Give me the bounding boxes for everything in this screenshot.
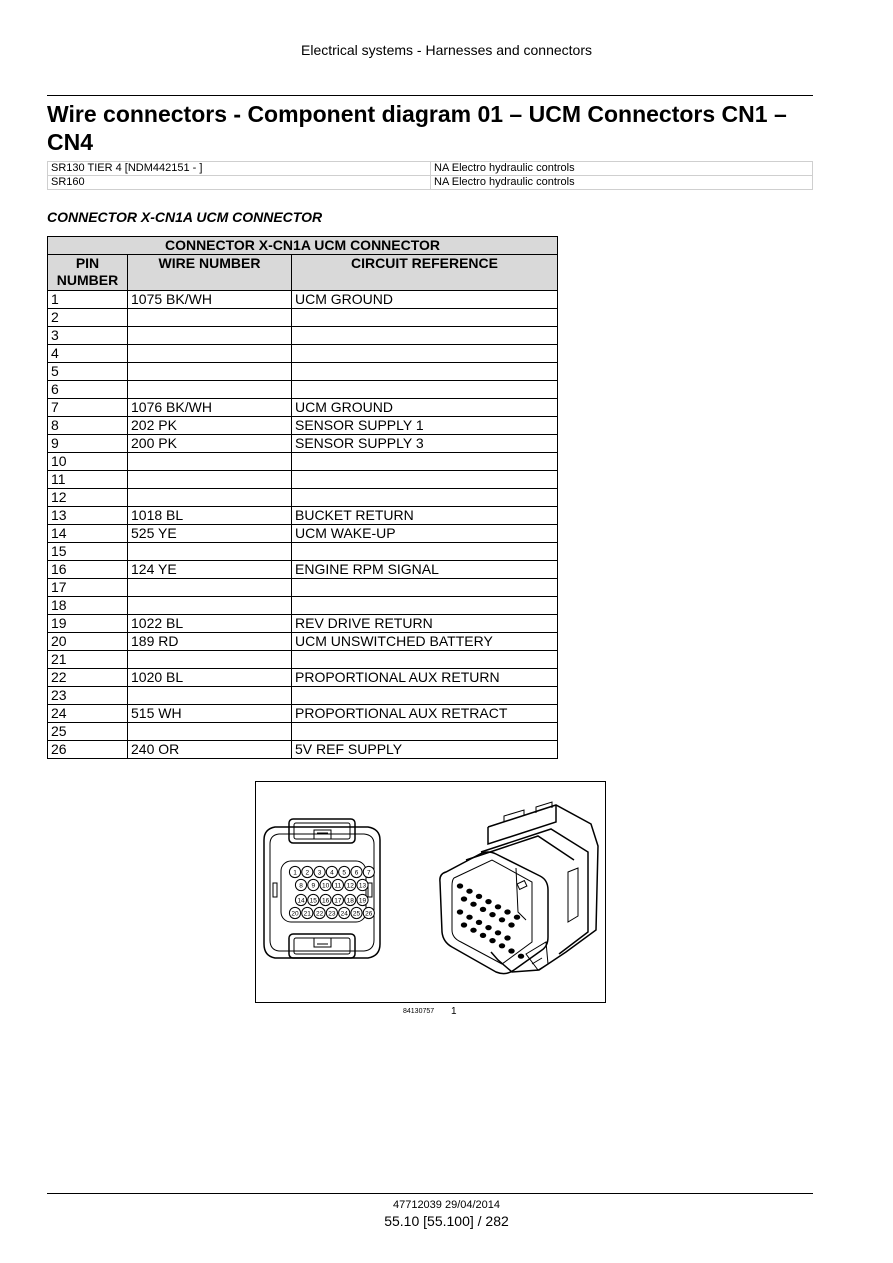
table-row — [48, 309, 558, 327]
pin-label: 7 — [366, 869, 371, 877]
circuit-reference-cell: REV DRIVE RETURN — [292, 615, 558, 633]
footer-rule — [47, 1193, 813, 1194]
pin-label: 22 — [315, 910, 324, 918]
table-row — [48, 291, 558, 309]
iso-pin-hole — [457, 909, 463, 914]
pin-label: 6 — [354, 869, 359, 877]
pin-number-cell: 1 — [48, 291, 128, 309]
table-row — [48, 507, 558, 525]
pin-number-cell: 14 — [48, 525, 128, 543]
wire-number-cell — [128, 363, 292, 381]
pin-number-cell: 23 — [48, 687, 128, 705]
circuit-reference-cell — [292, 597, 558, 615]
iso-pin-hole — [466, 889, 472, 894]
wire-number-cell — [128, 381, 292, 399]
table-row — [48, 669, 558, 687]
circuit-reference-cell: BUCKET RETURN — [292, 507, 558, 525]
wire-number-cell — [128, 489, 292, 507]
table-row — [48, 489, 558, 507]
table-row — [48, 345, 558, 363]
iso-pin-hole — [461, 896, 467, 901]
wire-number-cell: 240 OR — [128, 741, 292, 759]
circuit-reference-cell: UCM UNSWITCHED BATTERY — [292, 633, 558, 651]
pin-label: 8 — [299, 882, 303, 890]
circuit-reference-cell — [292, 543, 558, 561]
circuit-reference-cell — [292, 453, 558, 471]
iso-pin-hole — [504, 909, 510, 914]
iso-pin-hole — [466, 915, 472, 920]
section-heading: CONNECTOR X-CN1A UCM CONNECTOR — [47, 209, 323, 225]
pin-label: 14 — [297, 897, 305, 905]
pin-number-cell: 9 — [48, 435, 128, 453]
iso-pin-hole — [480, 907, 486, 912]
pin-number-cell: 19 — [48, 615, 128, 633]
iso-pin-hole — [499, 943, 505, 948]
connector-drawing — [256, 782, 605, 1002]
pin-label: 10 — [321, 882, 330, 890]
pin-label: 18 — [346, 897, 354, 905]
wire-number-cell — [128, 687, 292, 705]
applicability-row — [48, 162, 813, 176]
wire-number-cell — [128, 597, 292, 615]
pin-label: 24 — [340, 910, 348, 918]
pin-number-cell: 5 — [48, 363, 128, 381]
pin-label: 25 — [352, 910, 361, 918]
footer-doc-id: 47712039 29/04/2014 — [392, 1199, 501, 1211]
iso-pin-hole — [514, 915, 520, 920]
table-row — [48, 381, 558, 399]
iso-pin-hole — [495, 930, 501, 935]
pin-label: 9 — [311, 882, 316, 890]
table-row — [48, 399, 558, 417]
circuit-reference-cell — [292, 579, 558, 597]
wire-number-cell — [128, 327, 292, 345]
pin-label: 13 — [358, 882, 367, 890]
pin-label: 23 — [328, 910, 336, 918]
wire-number-cell — [128, 651, 292, 669]
wire-number-cell — [128, 309, 292, 327]
pin-table — [47, 236, 558, 759]
pin-label: 20 — [291, 910, 299, 918]
wire-number-cell — [128, 543, 292, 561]
table-row — [48, 417, 558, 435]
table-row — [48, 363, 558, 381]
wire-number-cell: 1076 BK/WH — [128, 399, 292, 417]
pin-number-cell: 18 — [48, 597, 128, 615]
pin-label: 15 — [309, 897, 317, 905]
table-row — [48, 525, 558, 543]
iso-pin-hole — [470, 928, 476, 933]
table-row — [48, 705, 558, 723]
circuit-reference-cell — [292, 471, 558, 489]
table-row — [48, 543, 558, 561]
pin-number-cell: 22 — [48, 669, 128, 687]
pin-number-cell: 6 — [48, 381, 128, 399]
table-row — [48, 561, 558, 579]
pin-label: 4 — [330, 869, 334, 877]
circuit-reference-cell: 5V REF SUPPLY — [292, 741, 558, 759]
table-caption: CONNECTOR X-CN1A UCM CONNECTOR — [48, 237, 558, 255]
iso-pin-hole — [485, 925, 491, 930]
pin-label: 21 — [303, 910, 311, 918]
page-title: Wire connectors - Component diagram 01 – UCM Connectors CN1 – CN4 — [47, 101, 787, 155]
header-wire-number: WIRE NUMBER — [128, 255, 292, 291]
iso-pin-hole — [499, 917, 505, 922]
connector-iso-view — [440, 802, 598, 974]
figure-number: 1 — [451, 1006, 457, 1017]
circuit-reference-cell — [292, 723, 558, 741]
iso-pin-hole — [457, 883, 463, 888]
circuit-reference-cell: SENSOR SUPPLY 3 — [292, 435, 558, 453]
wire-number-cell: 1022 BL — [128, 615, 292, 633]
iso-pin-hole — [508, 948, 514, 953]
pin-number-cell: 7 — [48, 399, 128, 417]
wire-number-cell — [128, 723, 292, 741]
pin-label: 12 — [346, 882, 354, 890]
wire-number-cell — [128, 579, 292, 597]
page-header: Electrical systems - Harnesses and connectors — [301, 42, 592, 58]
iso-pin-hole — [508, 922, 514, 927]
table-row — [48, 651, 558, 669]
pin-label: 5 — [342, 869, 347, 877]
applicability-system: NA Electro hydraulic controls — [431, 162, 813, 176]
applicability-row — [48, 176, 813, 190]
wire-number-cell: 1075 BK/WH — [128, 291, 292, 309]
circuit-reference-cell — [292, 651, 558, 669]
wire-number-cell: 189 RD — [128, 633, 292, 651]
wire-number-cell: 200 PK — [128, 435, 292, 453]
pin-number-cell: 12 — [48, 489, 128, 507]
header-pin-number: PIN NUMBER — [48, 255, 128, 291]
circuit-reference-cell — [292, 381, 558, 399]
table-row — [48, 579, 558, 597]
pin-number-cell: 26 — [48, 741, 128, 759]
circuit-reference-cell — [292, 309, 558, 327]
applicability-system: NA Electro hydraulic controls — [431, 176, 813, 190]
pin-label: 2 — [305, 869, 310, 877]
pin-number-cell: 11 — [48, 471, 128, 489]
pin-label: 11 — [334, 882, 342, 890]
pin-number-cell: 10 — [48, 453, 128, 471]
pin-number-cell: 3 — [48, 327, 128, 345]
circuit-reference-cell: ENGINE RPM SIGNAL — [292, 561, 558, 579]
iso-pin-hole — [476, 920, 482, 925]
header-rule — [47, 95, 813, 96]
pin-number-cell: 25 — [48, 723, 128, 741]
connector-figure — [255, 781, 606, 1003]
circuit-reference-cell — [292, 345, 558, 363]
table-row — [48, 615, 558, 633]
iso-pin-hole — [461, 922, 467, 927]
iso-pin-hole — [504, 935, 510, 940]
pin-label: 19 — [358, 897, 367, 905]
wire-number-cell: 1018 BL — [128, 507, 292, 525]
pin-number-cell: 20 — [48, 633, 128, 651]
circuit-reference-cell — [292, 687, 558, 705]
wire-number-cell — [128, 453, 292, 471]
wire-number-cell — [128, 345, 292, 363]
applicability-model: SR130 TIER 4 [NDM442151 - ] — [48, 162, 431, 176]
circuit-reference-cell: PROPORTIONAL AUX RETRACT — [292, 705, 558, 723]
circuit-reference-cell: UCM GROUND — [292, 399, 558, 417]
pin-grid — [289, 866, 374, 918]
circuit-reference-cell — [292, 363, 558, 381]
pin-number-cell: 4 — [48, 345, 128, 363]
pin-number-cell: 24 — [48, 705, 128, 723]
pin-label: 3 — [317, 869, 322, 877]
pin-number-cell: 16 — [48, 561, 128, 579]
table-row — [48, 597, 558, 615]
circuit-reference-cell — [292, 327, 558, 345]
pin-label: 1 — [293, 869, 297, 877]
iso-pin-hole — [518, 954, 524, 959]
iso-pin-hole — [480, 933, 486, 938]
pin-number-cell: 21 — [48, 651, 128, 669]
applicability-model: SR160 — [48, 176, 431, 190]
table-row — [48, 471, 558, 489]
pin-label: 16 — [321, 897, 330, 905]
iso-pin-hole — [495, 904, 501, 909]
applicability-table — [47, 161, 813, 190]
wire-number-cell: 124 YE — [128, 561, 292, 579]
iso-pin-hole — [470, 902, 476, 907]
figure-id: 84130757 — [403, 1008, 435, 1015]
table-row — [48, 453, 558, 471]
circuit-reference-cell: SENSOR SUPPLY 1 — [292, 417, 558, 435]
iso-pin-hole — [485, 899, 491, 904]
circuit-reference-cell: UCM WAKE-UP — [292, 525, 558, 543]
table-row — [48, 687, 558, 705]
circuit-reference-cell: PROPORTIONAL AUX RETURN — [292, 669, 558, 687]
pin-number-cell: 8 — [48, 417, 128, 435]
wire-number-cell: 525 YE — [128, 525, 292, 543]
pin-number-cell: 17 — [48, 579, 128, 597]
iso-pin-hole — [476, 894, 482, 899]
iso-pin-hole — [489, 938, 495, 943]
footer-page-number: 55.10 [55.100] / 282 — [384, 1213, 509, 1229]
wire-number-cell: 1020 BL — [128, 669, 292, 687]
table-row — [48, 723, 558, 741]
circuit-reference-cell: UCM GROUND — [292, 291, 558, 309]
wire-number-cell: 515 WH — [128, 705, 292, 723]
pin-number-cell: 15 — [48, 543, 128, 561]
pin-number-cell: 13 — [48, 507, 128, 525]
pin-label: 17 — [334, 897, 342, 905]
pin-number-cell: 2 — [48, 309, 128, 327]
iso-pin-holes — [457, 883, 524, 958]
wire-number-cell: 202 PK — [128, 417, 292, 435]
table-row — [48, 327, 558, 345]
table-row — [48, 633, 558, 651]
circuit-reference-cell — [292, 489, 558, 507]
header-circuit-reference: CIRCUIT REFERENCE — [292, 255, 558, 291]
wire-number-cell — [128, 471, 292, 489]
table-row — [48, 435, 558, 453]
iso-pin-hole — [489, 912, 495, 917]
pin-label: 26 — [365, 910, 373, 918]
table-row — [48, 741, 558, 759]
